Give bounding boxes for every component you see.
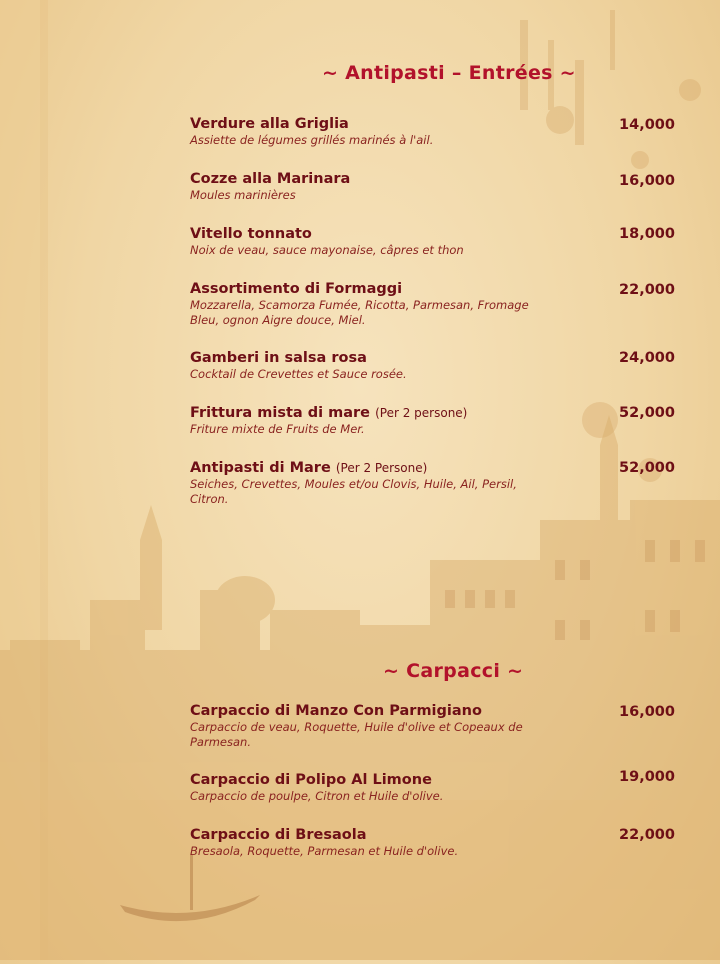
item-price: 16,000 bbox=[619, 704, 675, 720]
menu-item bbox=[190, 460, 675, 507]
item-price: 22,000 bbox=[619, 282, 675, 298]
item-price: 16,000 bbox=[619, 173, 675, 189]
menu-item bbox=[190, 281, 675, 328]
item-description: Noix de veau, sauce mayonaise, câpres et thon bbox=[190, 243, 464, 257]
menu-item bbox=[190, 350, 675, 382]
item-description: Moules marinières bbox=[190, 188, 296, 202]
menu-item bbox=[190, 769, 675, 804]
item-description: Mozzarella, Scamorza Fumée, Ricotta, Parmesan, Fromage Bleu, ognon Aigre douce, Miel. bbox=[190, 298, 529, 327]
menu-item bbox=[190, 116, 675, 148]
section-title-carpacci: ~ Carpacci ~ bbox=[383, 660, 524, 682]
item-price: 52,000 bbox=[619, 460, 675, 476]
item-name: Carpaccio di Manzo Con Parmigiano bbox=[190, 703, 482, 719]
item-name: Antipasti di Mare (Per 2 Persone) bbox=[190, 460, 428, 476]
item-description: Seiches, Crevettes, Moules et/ou Clovis, Huile, Ail, Persil, Citron. bbox=[190, 477, 517, 506]
item-description: Friture mixte de Fruits de Mer. bbox=[190, 422, 365, 436]
item-name: Carpaccio di Bresaola bbox=[190, 827, 367, 843]
item-description: Assiette de légumes grillés marinés à l'ail. bbox=[190, 133, 434, 147]
menu-item bbox=[190, 405, 675, 437]
section-title-antipasti: ~ Antipasti – Entrées ~ bbox=[322, 62, 576, 84]
menu-item bbox=[190, 827, 675, 859]
menu-item bbox=[190, 171, 675, 203]
item-price: 14,000 bbox=[619, 117, 675, 133]
item-name: Assortimento di Formaggi bbox=[190, 281, 403, 297]
menu-item bbox=[190, 703, 675, 750]
item-name: Frittura mista di mare (Per 2 persone) bbox=[190, 405, 468, 421]
item-note: (Per 2 persone) bbox=[375, 406, 468, 420]
item-price: 24,000 bbox=[619, 350, 675, 366]
item-name: Gamberi in salsa rosa bbox=[190, 350, 367, 366]
item-price: 19,000 bbox=[619, 769, 675, 785]
item-description: Carpaccio de veau, Roquette, Huile d'olive et Copeaux de Parmesan. bbox=[190, 720, 523, 749]
item-name: Vitello tonnato bbox=[190, 226, 312, 242]
item-name: Carpaccio di Polipo Al Limone bbox=[190, 772, 432, 788]
menu-item bbox=[190, 226, 675, 258]
item-description: Carpaccio de poulpe, Citron et Huile d'olive. bbox=[190, 789, 444, 803]
item-note: (Per 2 Persone) bbox=[335, 461, 428, 475]
item-price: 52,000 bbox=[619, 405, 675, 421]
item-name: Cozze alla Marinara bbox=[190, 171, 351, 187]
item-price: 22,000 bbox=[619, 827, 675, 843]
item-description: Bresaola, Roquette, Parmesan et Huile d'olive. bbox=[190, 844, 459, 858]
item-price: 18,000 bbox=[619, 226, 675, 242]
item-name: Verdure alla Griglia bbox=[190, 116, 349, 132]
item-description: Cocktail de Crevettes et Sauce rosée. bbox=[190, 367, 407, 381]
